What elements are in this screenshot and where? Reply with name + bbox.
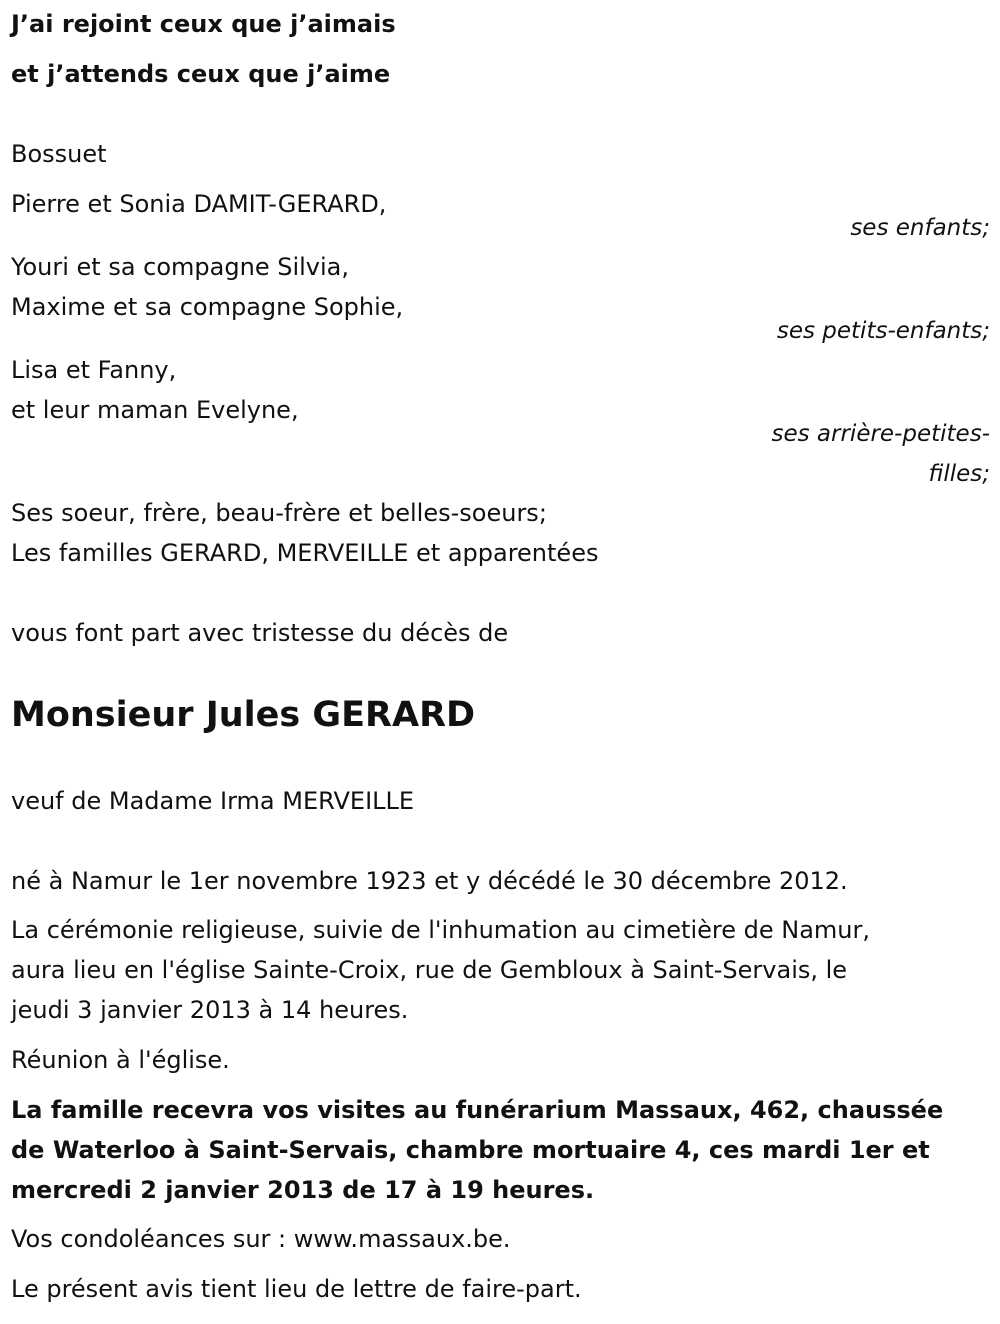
birth-death-line: né à Namur le 1er novembre 1923 et y décédé le 30 décembre 2012.: [11, 867, 848, 895]
widower-line: veuf de Madame Irma MERVEILLE: [11, 787, 415, 815]
visits-line-1: La famille recevra vos visites au funérarium Massaux, 462, chaussée: [11, 1096, 944, 1124]
ceremony-line-2: aura lieu en l'église Sainte-Croix, rue de Gembloux à Saint-Servais, le: [11, 956, 848, 984]
great-grandchildren-line-2: et leur maman Evelyne,: [11, 396, 299, 424]
epitaph-line-2: et j’attends ceux que j’aime: [11, 60, 391, 88]
deceased-name: Monsieur Jules GERARD: [11, 695, 476, 735]
siblings-line: Ses soeur, frère, beau-frère et belles-soeurs;: [11, 499, 547, 527]
epitaph-line-1: J’ai rejoint ceux que j’aimais: [11, 10, 396, 38]
grandchildren-line-2: Maxime et sa compagne Sophie,: [11, 293, 404, 321]
grandchildren-label: ses petits-enfants;: [776, 318, 990, 344]
great-grandchildren-line-1: Lisa et Fanny,: [11, 356, 177, 384]
place-name: Bossuet: [11, 140, 107, 168]
condolences-line: Vos condoléances sur : www.massaux.be.: [11, 1225, 511, 1253]
families-line: Les familles GERARD, MERVEILLE et apparentées: [11, 539, 599, 567]
children-label: ses enfants;: [850, 215, 990, 241]
notice-line: Le présent avis tient lieu de lettre de faire-part.: [11, 1275, 582, 1303]
children-names: Pierre et Sonia DAMIT-GERARD,: [11, 190, 387, 218]
great-grandchildren-label-1: ses arrière-petites-: [771, 421, 990, 447]
ceremony-line-3: jeudi 3 janvier 2013 à 14 heures.: [11, 996, 409, 1024]
reunion-line: Réunion à l'église.: [11, 1046, 230, 1074]
announcement-text: vous font part avec tristesse du décès de: [11, 619, 509, 647]
great-grandchildren-label-2: filles;: [928, 461, 990, 487]
visits-line-3: mercredi 2 janvier 2013 de 17 à 19 heures.: [11, 1176, 595, 1204]
grandchildren-line-1: Youri et sa compagne Silvia,: [11, 253, 349, 281]
visits-line-2: de Waterloo à Saint-Servais, chambre mortuaire 4, ces mardi 1er et: [11, 1136, 930, 1164]
ceremony-line-1: La cérémonie religieuse, suivie de l'inhumation au cimetière de Namur,: [11, 916, 870, 944]
